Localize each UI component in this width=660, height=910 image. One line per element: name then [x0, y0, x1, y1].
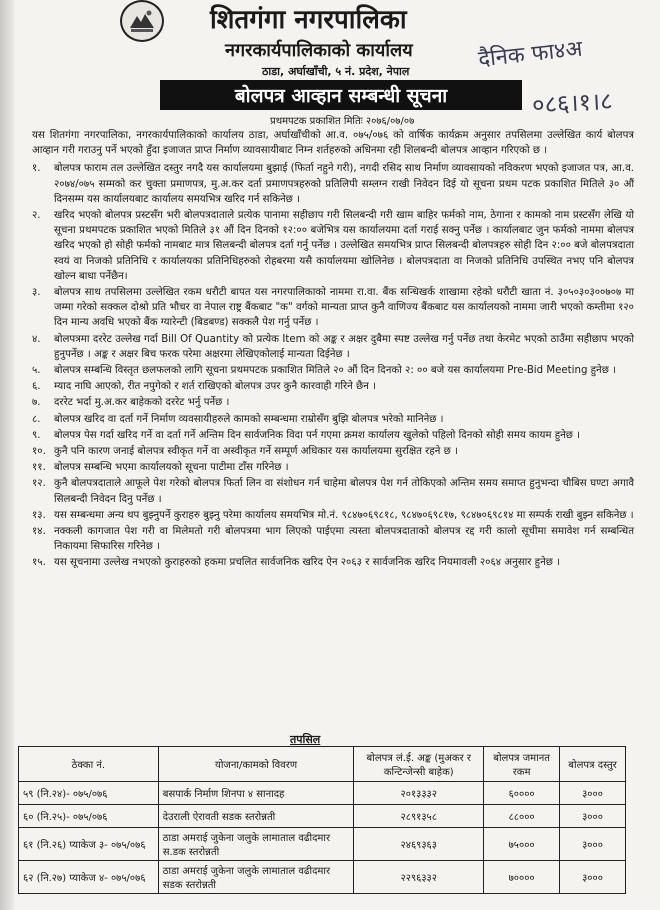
condition-text: म्याद नाघि आएको, रीत नपुगेको र शर्त राखिएको बोलपत्र उपर कुनै कारवाही गरिने छैन । — [54, 381, 376, 393]
table-cell: ३००० — [560, 828, 626, 861]
municipality-name: शितगंगा नगरपालिका — [210, 5, 407, 35]
condition-item — [32, 508, 634, 523]
office-address: ठाडा, अर्घाखाँची, ५ नं. प्रदेश, नेपाल — [262, 65, 410, 78]
condition-text: यस सम्बन्धमा अन्य थप बुझ्नुपर्ने कुराहरु बुझ्नु परेमा कार्यालय समयभित्र मो.नं. ९८४७०६९८१८, ९८४७०६९८१७, ९८४७०६९८१४ मा सम्पर्क राखी बुझ्न सकिनेछ । — [54, 509, 634, 521]
table-cell: ३००० — [560, 861, 626, 894]
condition-item — [32, 555, 634, 570]
condition-text: बोलपत्र सम्बन्धि विस्तृत छलफलको लागि सूचना प्रथमपटक प्रकाशित मितिले २० औं दिन दिनको २: ०० बजे यस कार्यालयमा Pre-Bid Meeting हुनेछ । — [54, 365, 616, 377]
condition-item — [32, 363, 634, 378]
condition-item — [32, 379, 634, 394]
notice-body — [32, 128, 634, 572]
table-row — [19, 828, 626, 861]
condition-item — [32, 428, 634, 443]
table-cell: २८९१३५८ — [354, 805, 484, 828]
condition-text: बोलपत्रमा दररेट उल्लेख गर्दा Bill Of Quantity को प्रत्येक Item को अङ्क र अक्षर दुबैमा स्पष्ट उल्लेख गर्नु पर्नेछ तथा केरमेट भएको ठाउँमा सहीछाप भएको हुनुपर्नेछ । अङ्क र अक्षर बिच फरक परेमा अक्षरमा लेखिएकोलाई मान्यता दिईनेछ । — [54, 333, 634, 360]
condition-number: २. — [32, 210, 41, 222]
table-header-row — [19, 747, 626, 782]
handwritten-number: ०८६।१।८ — [531, 86, 614, 120]
table-row — [19, 782, 626, 805]
table-row — [19, 805, 626, 828]
condition-number: ६. — [32, 381, 41, 393]
table-cell: ६० (नि.२५)- ०७५/०७६ — [19, 805, 159, 828]
nepal-emblem-icon — [120, 0, 164, 42]
table-title: तपसिल — [290, 733, 321, 746]
condition-text: बोलपत्र पेस गर्दा खरिद गर्ने वा दर्ता गर्ने अन्तिम दिन सार्वजनिक विदा पर्न गएमा क्रमश कार्यालय खुलेको पहिलो दिनको सोही समय कायम हुनेछ । — [54, 429, 581, 441]
table-cell: ६०००० — [484, 782, 560, 805]
condition-number: १. — [32, 163, 41, 175]
condition-number: ७. — [32, 397, 41, 409]
condition-text: कुनै पनि कारण जनाई बोलपत्र स्वीकृत गर्ने वा अस्वीकृत गर्ने सम्पूर्ण अधिकार यस कार्यालयमा सुरक्षित रहने छ । — [54, 446, 458, 458]
column-header: बोलपत्र जमानत रकम — [484, 747, 560, 782]
table-row — [19, 861, 626, 894]
condition-text: यस सूचनामा उल्लेख नभएको कुराहरुको हकमा प्रचलित सार्वजनिक खरिद ऐन २०६३ र सार्वजनिक खरिद नियमावली २०६४ अनुसार हुनेछ । — [54, 557, 560, 569]
intro-paragraph: यस शितगंगा नगरपालिका, नगरकार्यपालिकाको कार्यालय ठाडा, अर्घाखाँचीको आ.व. ०७५/०७६ को वार्षिक कार्यक्रम अनुसार तपसिलमा उल्लेखित कार्य बोलपत्र आव्हान गरी गराउनु पर्ने भएको हुँदा इजाजत प्राप्त निर्माण व्यावसायीबाट निम्न शर्तहरुको अधिनमा रही शिलबन्दी बोलपत्र आव्हान गरिएको छ । — [32, 130, 634, 157]
table-cell: देउराली ऐरावती सडक स्तरोन्नती — [158, 805, 354, 828]
condition-item — [32, 476, 634, 506]
table-cell: २२९६३३२ — [354, 861, 484, 894]
column-header: बोलपत्र लं.ई. अङ्क (मुअकर र कन्टिन्जेन्सी बाहेक) — [354, 747, 484, 782]
condition-text: बोलपत्र सम्बन्धि भएमा कार्यालयको सूचना पाटीमा टाँस गरिनेछ । — [54, 462, 289, 474]
condition-number: १३. — [32, 509, 46, 521]
column-header: बोलपत्र दस्तुर — [560, 747, 626, 782]
condition-number: ९. — [32, 429, 41, 441]
condition-number: १५. — [32, 557, 46, 569]
condition-text: बोलपत्र फाराम तल उल्लेखित दस्तुर नगदै यस कार्यालयमा बुझाई (फिर्ता नहुने गरी), नगदी रसिद साथ निर्माण व्यावसायको नविकरण भएको इजाजत पत्र, आ.व. २०७४/०७५ सम्मको कर चुक्ता प्रमाणपत्र, मु.अ.कर दर्ता प्रमाणपत्रहरुको प्रतिलिपी सम्लग्न राखी निवेदन दिई यो सूचना प्रथम पटक प्रकाशित मितिले ३० औं दिनसम्म यस कार्यालयबाट कार्यालय समयभित्र खरिद गर्न सकिनेछ । — [54, 163, 634, 205]
condition-number: ३. — [32, 287, 41, 299]
condition-text: खरिद भएको बोलपत्र प्रस्टसँग भरी बोलपत्रदाताले प्रत्येक पानामा सहीछाप गरी सिलबन्दी गरी खाम बाहिर फर्मको नाम, ठेगाना र कामको नाम प्रस्टसँग लेखि यो सूचना प्रथमपटक प्रकाशित भएको मितिले ३१ औं दिन दिनको १२:०० बजेभित्र यस कार्यालयमा दर्ता गराई सक्नु पर्नेछ । कार्यालबाट जुन फर्मको नाममा बोलपत्र खरिद भएको हो सोही फर्मको नामबाट मात्र सिलबन्दी बोलपत्र दर्ता गर्नु पर्नेछ । उल्लेखित समयभित्र प्राप्त सिलबन्दी बोलपत्रहरु सोही दिन २:०० बजे बोलपत्रदाता स्वयं वा निजको प्रतिनिधि र कार्यालयका प्रतिनिधिहरुको रोहबरमा यसै कार्यालयमा खोलिनेछ । बोलपत्रदाता वा निजको प्रतिनिधि उपस्थित नभए पनि बोलपत्र खोल्न बाधा पर्नेछैन। — [54, 210, 634, 282]
condition-number: ८. — [32, 413, 41, 425]
table-cell: ठाडा अमराई जुकेना जलुके लामाताल वढीदमार स.डक स्तरोन्नती — [158, 828, 354, 861]
condition-number: ११. — [32, 462, 46, 474]
notice-title-banner: बोलपत्र आव्हान सम्बन्धी सूचना — [160, 80, 522, 110]
condition-item — [32, 524, 634, 554]
table-cell: ६१ (नि.२६) प्याकेज ३- ०७५/०७६ — [19, 828, 159, 861]
table-cell: ठाडा अमराई जुकेना जलुके लामाताल वढीदमार सडक स्तरोन्नती — [158, 861, 354, 894]
condition-number: ५. — [32, 365, 41, 377]
conditions-list — [32, 161, 634, 570]
condition-item — [32, 161, 634, 207]
office-name: नगरकार्यपालिकाको कार्यालय — [225, 40, 413, 61]
column-header: योजना/कामको विवरण — [158, 747, 354, 782]
contracts-table — [18, 746, 626, 894]
condition-text: नक्कली कागजात पेश गरी वा मिलेमतो गरी बोलपत्रमा भाग लिएको पाईएमा त्यस्ता बोलपत्रदाताको बोलपत्र रद्द गरी कालो सूचीमा समावेश गर्न सम्बन्धित निकायमा सिफारिस गरिनेछ । — [54, 526, 634, 553]
table-cell: ३००० — [560, 782, 626, 805]
handwritten-note: दैनिक फा४अ — [477, 36, 584, 73]
condition-text: बोलपत्र साथ तपसिलमा उल्लेखित रकम धरौटी बापत यस नगरपालिकाको नाममा रा.वा. बैंक सन्धिखर्क शाखामा रहेको धरौटी खाता नं. ३०५०३०३००७०७ मा जम्मा गरेको सक्कल दोश्रो प्रति भौचर वा नेपाल राष्ट्र बैंकबाट "क" वर्गको मान्यता प्राप्त कुनै वाणिज्य बैंकबाट यस कार्यालयको नाममा जारी भएको कम्तीमा १२० दिन मान्य अवधि भएको बैंक ग्यारेन्टी (बिडबण्ड) सक्कलै पेश गर्नु पर्नेछ । — [54, 287, 634, 329]
table-cell: ३००० — [560, 805, 626, 828]
table-cell: ५९ (नि.२४)- ०७५/०७६ — [19, 782, 159, 805]
condition-item — [32, 332, 634, 362]
table-cell: २४६९३६३ — [354, 828, 484, 861]
table-cell: ७०००० — [484, 861, 560, 894]
condition-number: ४. — [32, 333, 41, 345]
paper-fold-shadow — [0, 0, 14, 910]
condition-item — [32, 285, 634, 331]
table-cell: २०१३३३२ — [354, 782, 484, 805]
column-header: ठेक्का नं. — [19, 747, 159, 782]
publish-date: प्रथमपटक प्रकाशित मितिः २०७६/०७/०७ — [270, 116, 415, 127]
table-body — [19, 782, 626, 894]
condition-item — [32, 412, 634, 427]
table-cell: बसपार्क निर्माण शिनपा ४ सानादह — [158, 782, 354, 805]
condition-number: १२. — [32, 478, 46, 490]
condition-text: कुनै बोलपत्रदाताले आफूले पेश गरेको बोलपत्र फिर्ता लिन वा संशोधन गर्न चाहेमा बोलपत्र पेश गर्न तोकिएको अन्तिम समय समाप्त हुनुभन्दा चौबिस घण्टा अगावै सिलबन्दी निवेदन दिनु पर्नेछ । — [54, 478, 634, 505]
condition-text: बोलपत्र खरिद वा दर्ता गर्ने निर्माण व्यवसायीहरुले कामको सम्बन्धमा राम्रोसँग बुझि बोलपत्र भरेको मानिनेछ । — [54, 413, 444, 425]
condition-item — [32, 460, 634, 475]
condition-item — [32, 395, 634, 410]
condition-number: १०. — [32, 446, 46, 458]
table-cell: ६२ (नि.२७) प्याकेज ४- ०७५/०७६ — [19, 861, 159, 894]
table-cell: ७५००० — [484, 828, 560, 861]
table-cell: ८८००० — [484, 805, 560, 828]
condition-number: १४. — [32, 526, 46, 538]
condition-item — [32, 208, 634, 284]
condition-item — [32, 444, 634, 459]
condition-text: दररेट भर्दा मु.अ.कर बाहेकको दररेट भर्नु पर्नेछ । — [54, 397, 230, 409]
